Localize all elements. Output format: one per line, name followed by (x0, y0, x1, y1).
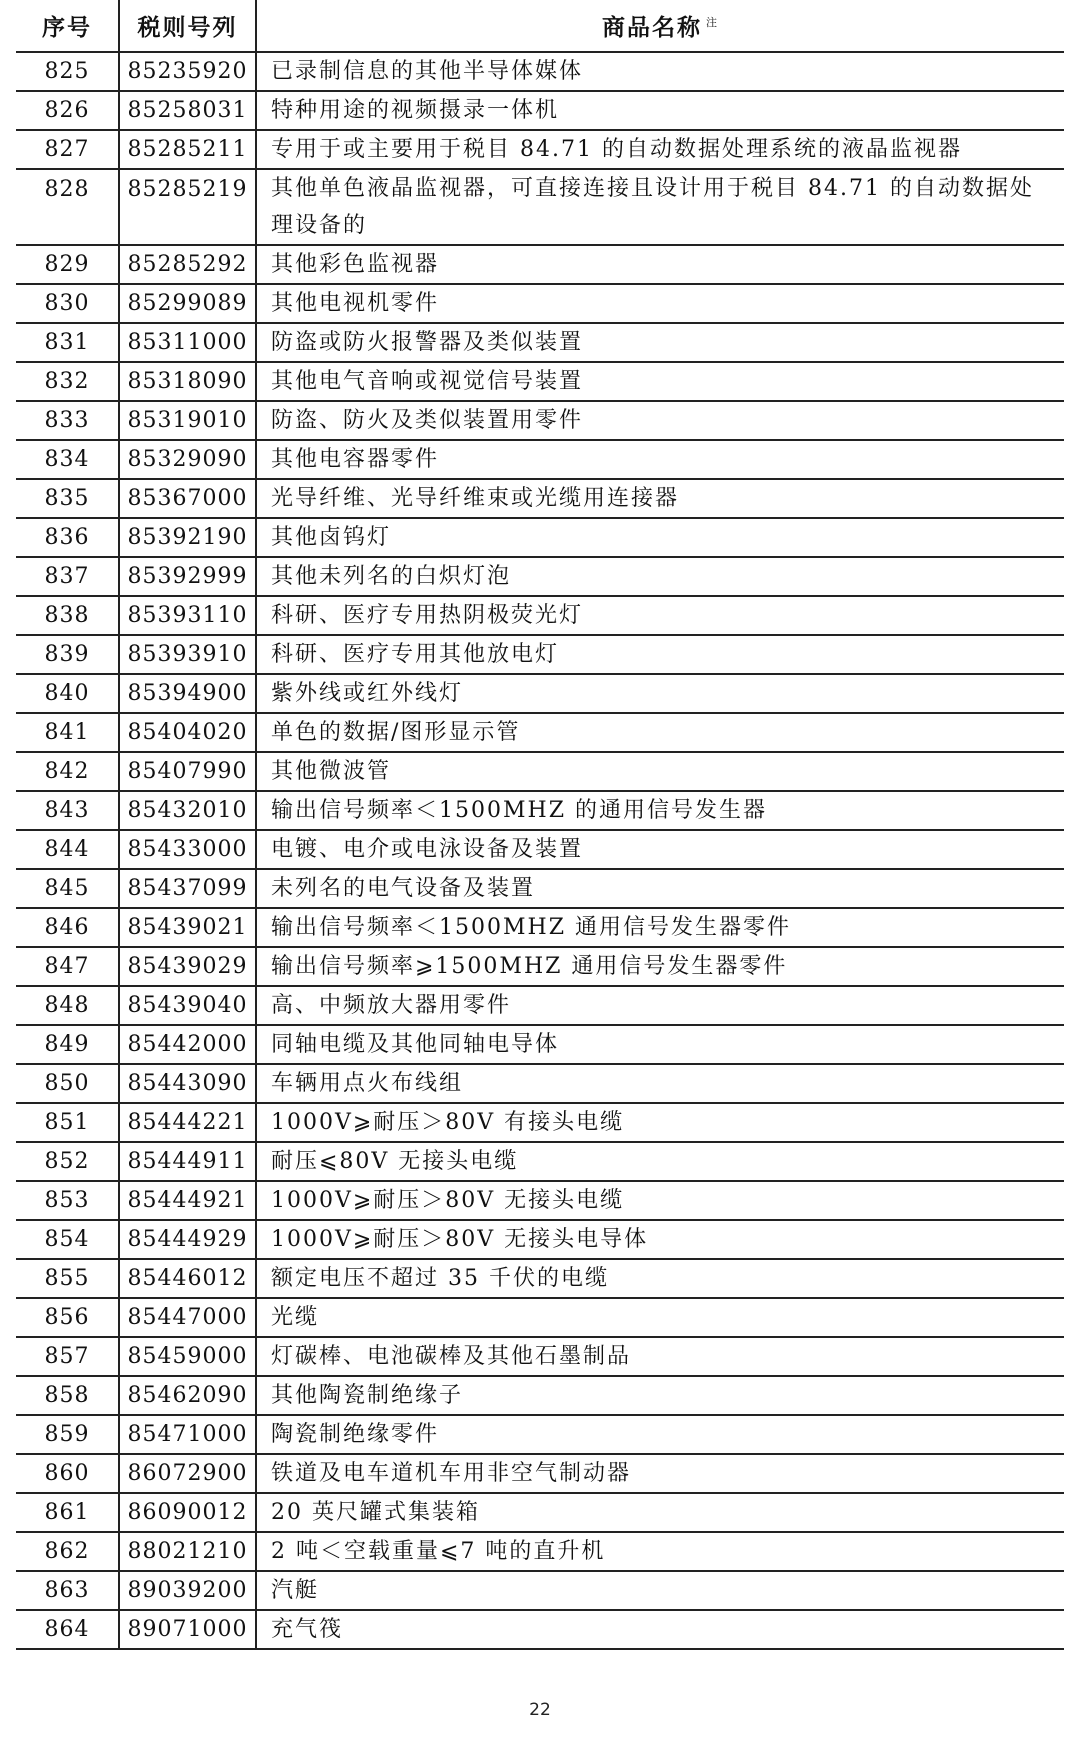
cell-serial-number: 826 (16, 91, 119, 130)
cell-serial-number: 846 (16, 908, 119, 947)
cell-tariff-code: 85407990 (119, 752, 256, 791)
cell-product-name: 科研、医疗专用热阴极荧光灯 (256, 596, 1064, 635)
table-row (16, 1142, 1064, 1181)
table-row (16, 1454, 1064, 1493)
table-row (16, 1064, 1064, 1103)
cell-serial-number: 862 (16, 1532, 119, 1571)
table-row (16, 635, 1064, 674)
cell-tariff-code: 85367000 (119, 479, 256, 518)
table-row (16, 1103, 1064, 1142)
cell-serial-number: 835 (16, 479, 119, 518)
cell-product-name: 1000V⩾耐压＞80V 无接头电缆 (256, 1181, 1064, 1220)
table-row (16, 401, 1064, 440)
cell-product-name: 其他微波管 (256, 752, 1064, 791)
cell-product-name: 其他电容器零件 (256, 440, 1064, 479)
table-row (16, 674, 1064, 713)
cell-product-name: 额定电压不超过 35 千伏的电缆 (256, 1259, 1064, 1298)
cell-tariff-code: 85392999 (119, 557, 256, 596)
cell-tariff-code: 85285292 (119, 245, 256, 284)
cell-tariff-code: 85439021 (119, 908, 256, 947)
cell-serial-number: 864 (16, 1610, 119, 1649)
cell-tariff-code: 88021210 (119, 1532, 256, 1571)
cell-tariff-code: 85404020 (119, 713, 256, 752)
cell-serial-number: 851 (16, 1103, 119, 1142)
cell-serial-number: 852 (16, 1142, 119, 1181)
cell-product-name: 已录制信息的其他半导体媒体 (256, 52, 1064, 91)
cell-product-name: 充气筏 (256, 1610, 1064, 1649)
table-body (16, 52, 1064, 1649)
table-header (16, 0, 1064, 52)
table-row (16, 479, 1064, 518)
cell-serial-number: 856 (16, 1298, 119, 1337)
cell-serial-number: 853 (16, 1181, 119, 1220)
cell-serial-number: 844 (16, 830, 119, 869)
cell-tariff-code: 85285211 (119, 130, 256, 169)
table-row (16, 596, 1064, 635)
cell-tariff-code: 85392190 (119, 518, 256, 557)
cell-product-name: 汽艇 (256, 1571, 1064, 1610)
cell-product-name: 未列名的电气设备及装置 (256, 869, 1064, 908)
cell-product-name: 输出信号频率＜1500MHZ 的通用信号发生器 (256, 791, 1064, 830)
cell-serial-number: 829 (16, 245, 119, 284)
cell-product-name: 1000V⩾耐压＞80V 无接头电导体 (256, 1220, 1064, 1259)
cell-product-name: 陶瓷制绝缘零件 (256, 1415, 1064, 1454)
table-row (16, 1298, 1064, 1337)
cell-tariff-code: 85462090 (119, 1376, 256, 1415)
cell-serial-number: 830 (16, 284, 119, 323)
cell-tariff-code: 85459000 (119, 1337, 256, 1376)
cell-tariff-code: 85319010 (119, 401, 256, 440)
cell-product-name: 1000V⩾耐压＞80V 有接头电缆 (256, 1103, 1064, 1142)
table-row (16, 1376, 1064, 1415)
table-row (16, 518, 1064, 557)
cell-serial-number: 840 (16, 674, 119, 713)
cell-tariff-code: 85433000 (119, 830, 256, 869)
cell-product-name: 专用于或主要用于税目 84.71 的自动数据处理系统的液晶监视器 (256, 130, 1064, 169)
cell-tariff-code: 85235920 (119, 52, 256, 91)
cell-product-name: 其他单色液晶监视器，可直接连接且设计用于税目 84.71 的自动数据处理设备的 (256, 169, 1064, 245)
cell-tariff-code: 85394900 (119, 674, 256, 713)
table-row (16, 1025, 1064, 1064)
table-row (16, 1337, 1064, 1376)
cell-tariff-code: 85393110 (119, 596, 256, 635)
table-row (16, 947, 1064, 986)
cell-product-name: 防盗或防火报警器及类似装置 (256, 323, 1064, 362)
cell-serial-number: 831 (16, 323, 119, 362)
cell-product-name: 耐压⩽80V 无接头电缆 (256, 1142, 1064, 1181)
table-row (16, 440, 1064, 479)
cell-tariff-code: 86072900 (119, 1454, 256, 1493)
header-product-name-label: 商品名称 (602, 15, 702, 41)
cell-product-name: 科研、医疗专用其他放电灯 (256, 635, 1064, 674)
cell-product-name: 铁道及电车道机车用非空气制动器 (256, 1454, 1064, 1493)
cell-serial-number: 855 (16, 1259, 119, 1298)
document-page (16, 0, 1064, 1650)
cell-product-name: 其他电气音响或视觉信号装置 (256, 362, 1064, 401)
cell-tariff-code: 85393910 (119, 635, 256, 674)
cell-tariff-code: 86090012 (119, 1493, 256, 1532)
cell-serial-number: 825 (16, 52, 119, 91)
cell-tariff-code: 85329090 (119, 440, 256, 479)
table-row (16, 557, 1064, 596)
cell-product-name: 其他陶瓷制绝缘子 (256, 1376, 1064, 1415)
cell-product-name: 电镀、电介或电泳设备及装置 (256, 830, 1064, 869)
cell-product-name: 输出信号频率＜1500MHZ 通用信号发生器零件 (256, 908, 1064, 947)
table-row (16, 91, 1064, 130)
cell-serial-number: 845 (16, 869, 119, 908)
table-row (16, 52, 1064, 91)
header-serial-number: 序号 (16, 0, 119, 52)
table-row (16, 1571, 1064, 1610)
cell-serial-number: 850 (16, 1064, 119, 1103)
cell-serial-number: 836 (16, 518, 119, 557)
cell-serial-number: 833 (16, 401, 119, 440)
cell-tariff-code: 85318090 (119, 362, 256, 401)
cell-tariff-code: 85444921 (119, 1181, 256, 1220)
table-row (16, 1181, 1064, 1220)
table-row (16, 830, 1064, 869)
cell-serial-number: 837 (16, 557, 119, 596)
cell-tariff-code: 85258031 (119, 91, 256, 130)
cell-serial-number: 827 (16, 130, 119, 169)
cell-tariff-code: 85444911 (119, 1142, 256, 1181)
table-row (16, 323, 1064, 362)
cell-product-name: 其他卤钨灯 (256, 518, 1064, 557)
cell-product-name: 防盗、防火及类似装置用零件 (256, 401, 1064, 440)
table-row (16, 362, 1064, 401)
cell-serial-number: 838 (16, 596, 119, 635)
cell-serial-number: 834 (16, 440, 119, 479)
cell-serial-number: 847 (16, 947, 119, 986)
page-number: 22 (529, 1700, 551, 1720)
cell-serial-number: 858 (16, 1376, 119, 1415)
cell-serial-number: 828 (16, 169, 119, 245)
table-row (16, 713, 1064, 752)
cell-tariff-code: 89039200 (119, 1571, 256, 1610)
cell-product-name: 光缆 (256, 1298, 1064, 1337)
cell-serial-number: 832 (16, 362, 119, 401)
cell-tariff-code: 85285219 (119, 169, 256, 245)
cell-serial-number: 841 (16, 713, 119, 752)
cell-tariff-code: 85439040 (119, 986, 256, 1025)
table-row (16, 1493, 1064, 1532)
cell-product-name: 紫外线或红外线灯 (256, 674, 1064, 713)
cell-tariff-code: 85443090 (119, 1064, 256, 1103)
cell-tariff-code: 85442000 (119, 1025, 256, 1064)
cell-serial-number: 860 (16, 1454, 119, 1493)
table-row (16, 752, 1064, 791)
table-row (16, 791, 1064, 830)
table-row (16, 869, 1064, 908)
cell-serial-number: 839 (16, 635, 119, 674)
header-product-name (256, 0, 1064, 52)
cell-product-name: 车辆用点火布线组 (256, 1064, 1064, 1103)
cell-tariff-code: 85311000 (119, 323, 256, 362)
table-row (16, 1220, 1064, 1259)
cell-serial-number: 859 (16, 1415, 119, 1454)
cell-product-name: 特种用途的视频摄录一体机 (256, 91, 1064, 130)
header-note-marker: 注 (706, 16, 719, 30)
cell-product-name: 同轴电缆及其他同轴电导体 (256, 1025, 1064, 1064)
table-row (16, 130, 1064, 169)
cell-product-name: 2 吨＜空载重量⩽7 吨的直升机 (256, 1532, 1064, 1571)
table-row (16, 284, 1064, 323)
cell-product-name: 输出信号频率⩾1500MHZ 通用信号发生器零件 (256, 947, 1064, 986)
cell-product-name: 20 英尺罐式集装箱 (256, 1493, 1064, 1532)
cell-tariff-code: 85444221 (119, 1103, 256, 1142)
cell-product-name: 其他未列名的白炽灯泡 (256, 557, 1064, 596)
cell-serial-number: 863 (16, 1571, 119, 1610)
cell-tariff-code: 85446012 (119, 1259, 256, 1298)
cell-tariff-code: 85444929 (119, 1220, 256, 1259)
cell-tariff-code: 85299089 (119, 284, 256, 323)
cell-product-name: 光导纤维、光导纤维束或光缆用连接器 (256, 479, 1064, 518)
cell-tariff-code: 85432010 (119, 791, 256, 830)
cell-tariff-code: 85447000 (119, 1298, 256, 1337)
cell-tariff-code: 89071000 (119, 1610, 256, 1649)
cell-tariff-code: 85439029 (119, 947, 256, 986)
table-row (16, 169, 1064, 245)
cell-product-name: 单色的数据/图形显示管 (256, 713, 1064, 752)
cell-serial-number: 857 (16, 1337, 119, 1376)
cell-product-name: 其他电视机零件 (256, 284, 1064, 323)
cell-tariff-code: 85437099 (119, 869, 256, 908)
table-row (16, 245, 1064, 284)
table-row (16, 986, 1064, 1025)
header-tariff-code: 税则号列 (119, 0, 256, 52)
cell-serial-number: 842 (16, 752, 119, 791)
cell-serial-number: 848 (16, 986, 119, 1025)
cell-tariff-code: 85471000 (119, 1415, 256, 1454)
table-row (16, 1259, 1064, 1298)
cell-product-name: 高、中频放大器用零件 (256, 986, 1064, 1025)
cell-product-name: 其他彩色监视器 (256, 245, 1064, 284)
table-row (16, 908, 1064, 947)
table-row (16, 1415, 1064, 1454)
cell-serial-number: 843 (16, 791, 119, 830)
cell-serial-number: 854 (16, 1220, 119, 1259)
table-row (16, 1532, 1064, 1571)
cell-serial-number: 849 (16, 1025, 119, 1064)
tariff-table (16, 0, 1064, 1650)
cell-product-name: 灯碳棒、电池碳棒及其他石墨制品 (256, 1337, 1064, 1376)
table-row (16, 1610, 1064, 1649)
cell-serial-number: 861 (16, 1493, 119, 1532)
